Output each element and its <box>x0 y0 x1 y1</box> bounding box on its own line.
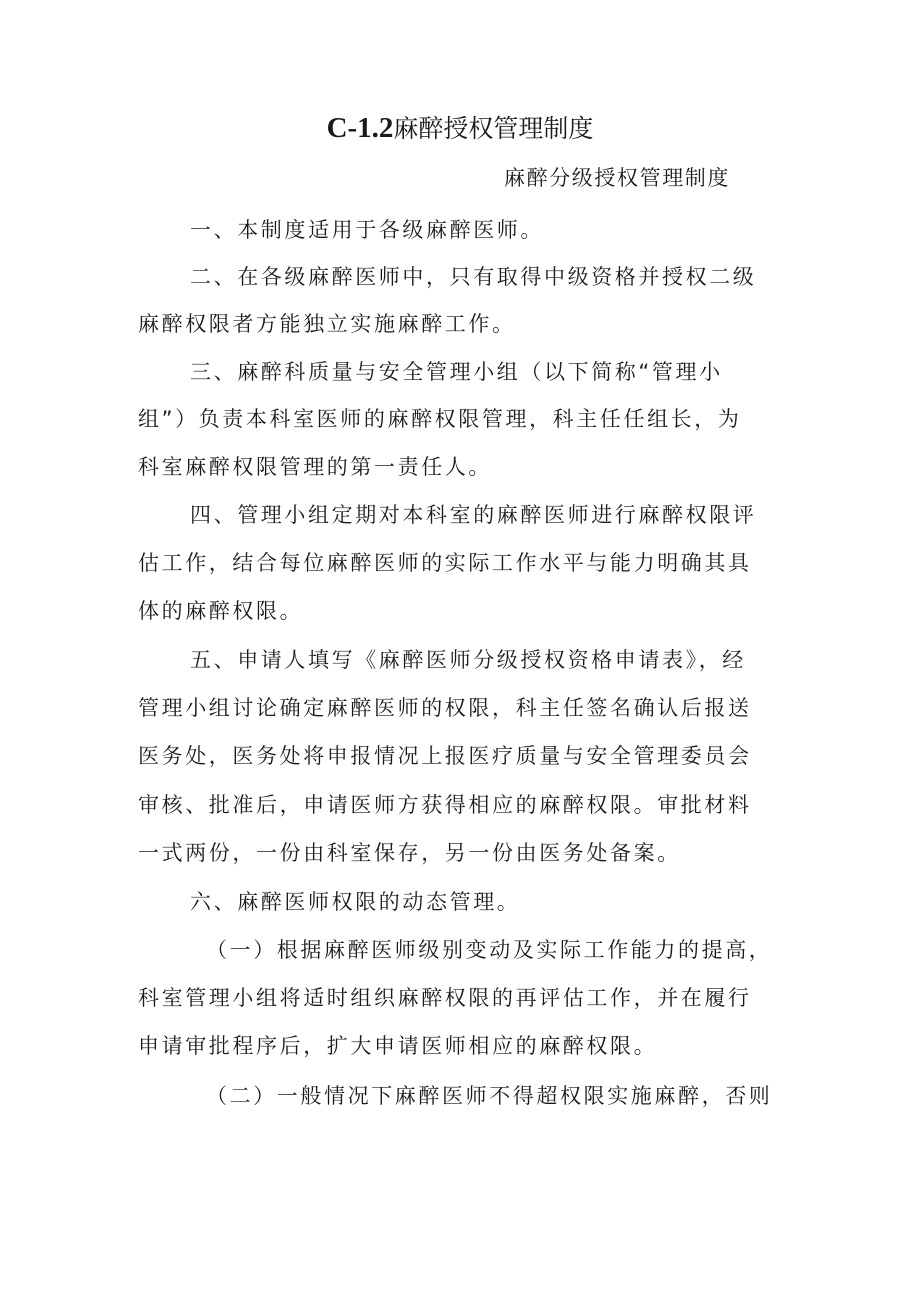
body-line: 一式两份，一份由科室保存，另一份由医务处备案。 <box>138 841 681 865</box>
body-line: 五、申请人填写《麻醉医师分级授权资格申请表》，经 <box>190 648 746 672</box>
title-text: 麻醉授权管理制度 <box>393 114 594 143</box>
body-line: 三、麻醉科质量与安全管理小组（以下简称“管理小 <box>190 360 723 384</box>
body-line: 组”）负责本科室医师的麻醉权限管理，科主任任组长，为 <box>138 407 742 431</box>
body-line: 二、在各级麻醉医师中，只有取得中级资格并授权二级 <box>190 265 757 289</box>
body-line: 一、本制度适用于各级麻醉医师。 <box>190 218 544 242</box>
body-line: （一）根据麻醉医师级别变动及实际工作能力的提高， <box>206 938 773 962</box>
body-line: 六、麻醉医师权限的动态管理。 <box>190 890 521 914</box>
body-line: 体的麻醉权限。 <box>138 599 304 623</box>
body-line: 麻醉权限者方能独立实施麻醉工作。 <box>138 312 516 336</box>
title-code: C-1.2 <box>326 112 394 144</box>
body-line: 科室麻醉权限管理的第一责任人。 <box>138 455 492 479</box>
body-line: 科室管理小组将适时组织麻醉权限的再评估工作，并在履行 <box>138 986 752 1010</box>
document-title <box>0 108 920 149</box>
body-line: 管理小组讨论确定麻醉医师的权限，科主任签名确认后报送 <box>138 696 752 720</box>
body-line: 申请审批程序后，扩大申请医师相应的麻醉权限。 <box>138 1034 658 1058</box>
body-line: 医务处，医务处将申报情况上报医疗质量与安全管理委员会 <box>138 744 752 768</box>
body-line: （二）一般情况下麻醉医师不得超权限实施麻醉，否则 <box>206 1084 773 1108</box>
body-line: 估工作，结合每位麻醉医师的实际工作水平与能力明确其具 <box>138 551 752 575</box>
body-line: 审核、批准后，申请医师方获得相应的麻醉权限。审批材料 <box>138 793 752 817</box>
document-subtitle: 麻醉分级授权管理制度 <box>504 166 730 190</box>
body-line: 四、管理小组定期对本科室的麻醉医师进行麻醉权限评 <box>190 503 757 527</box>
